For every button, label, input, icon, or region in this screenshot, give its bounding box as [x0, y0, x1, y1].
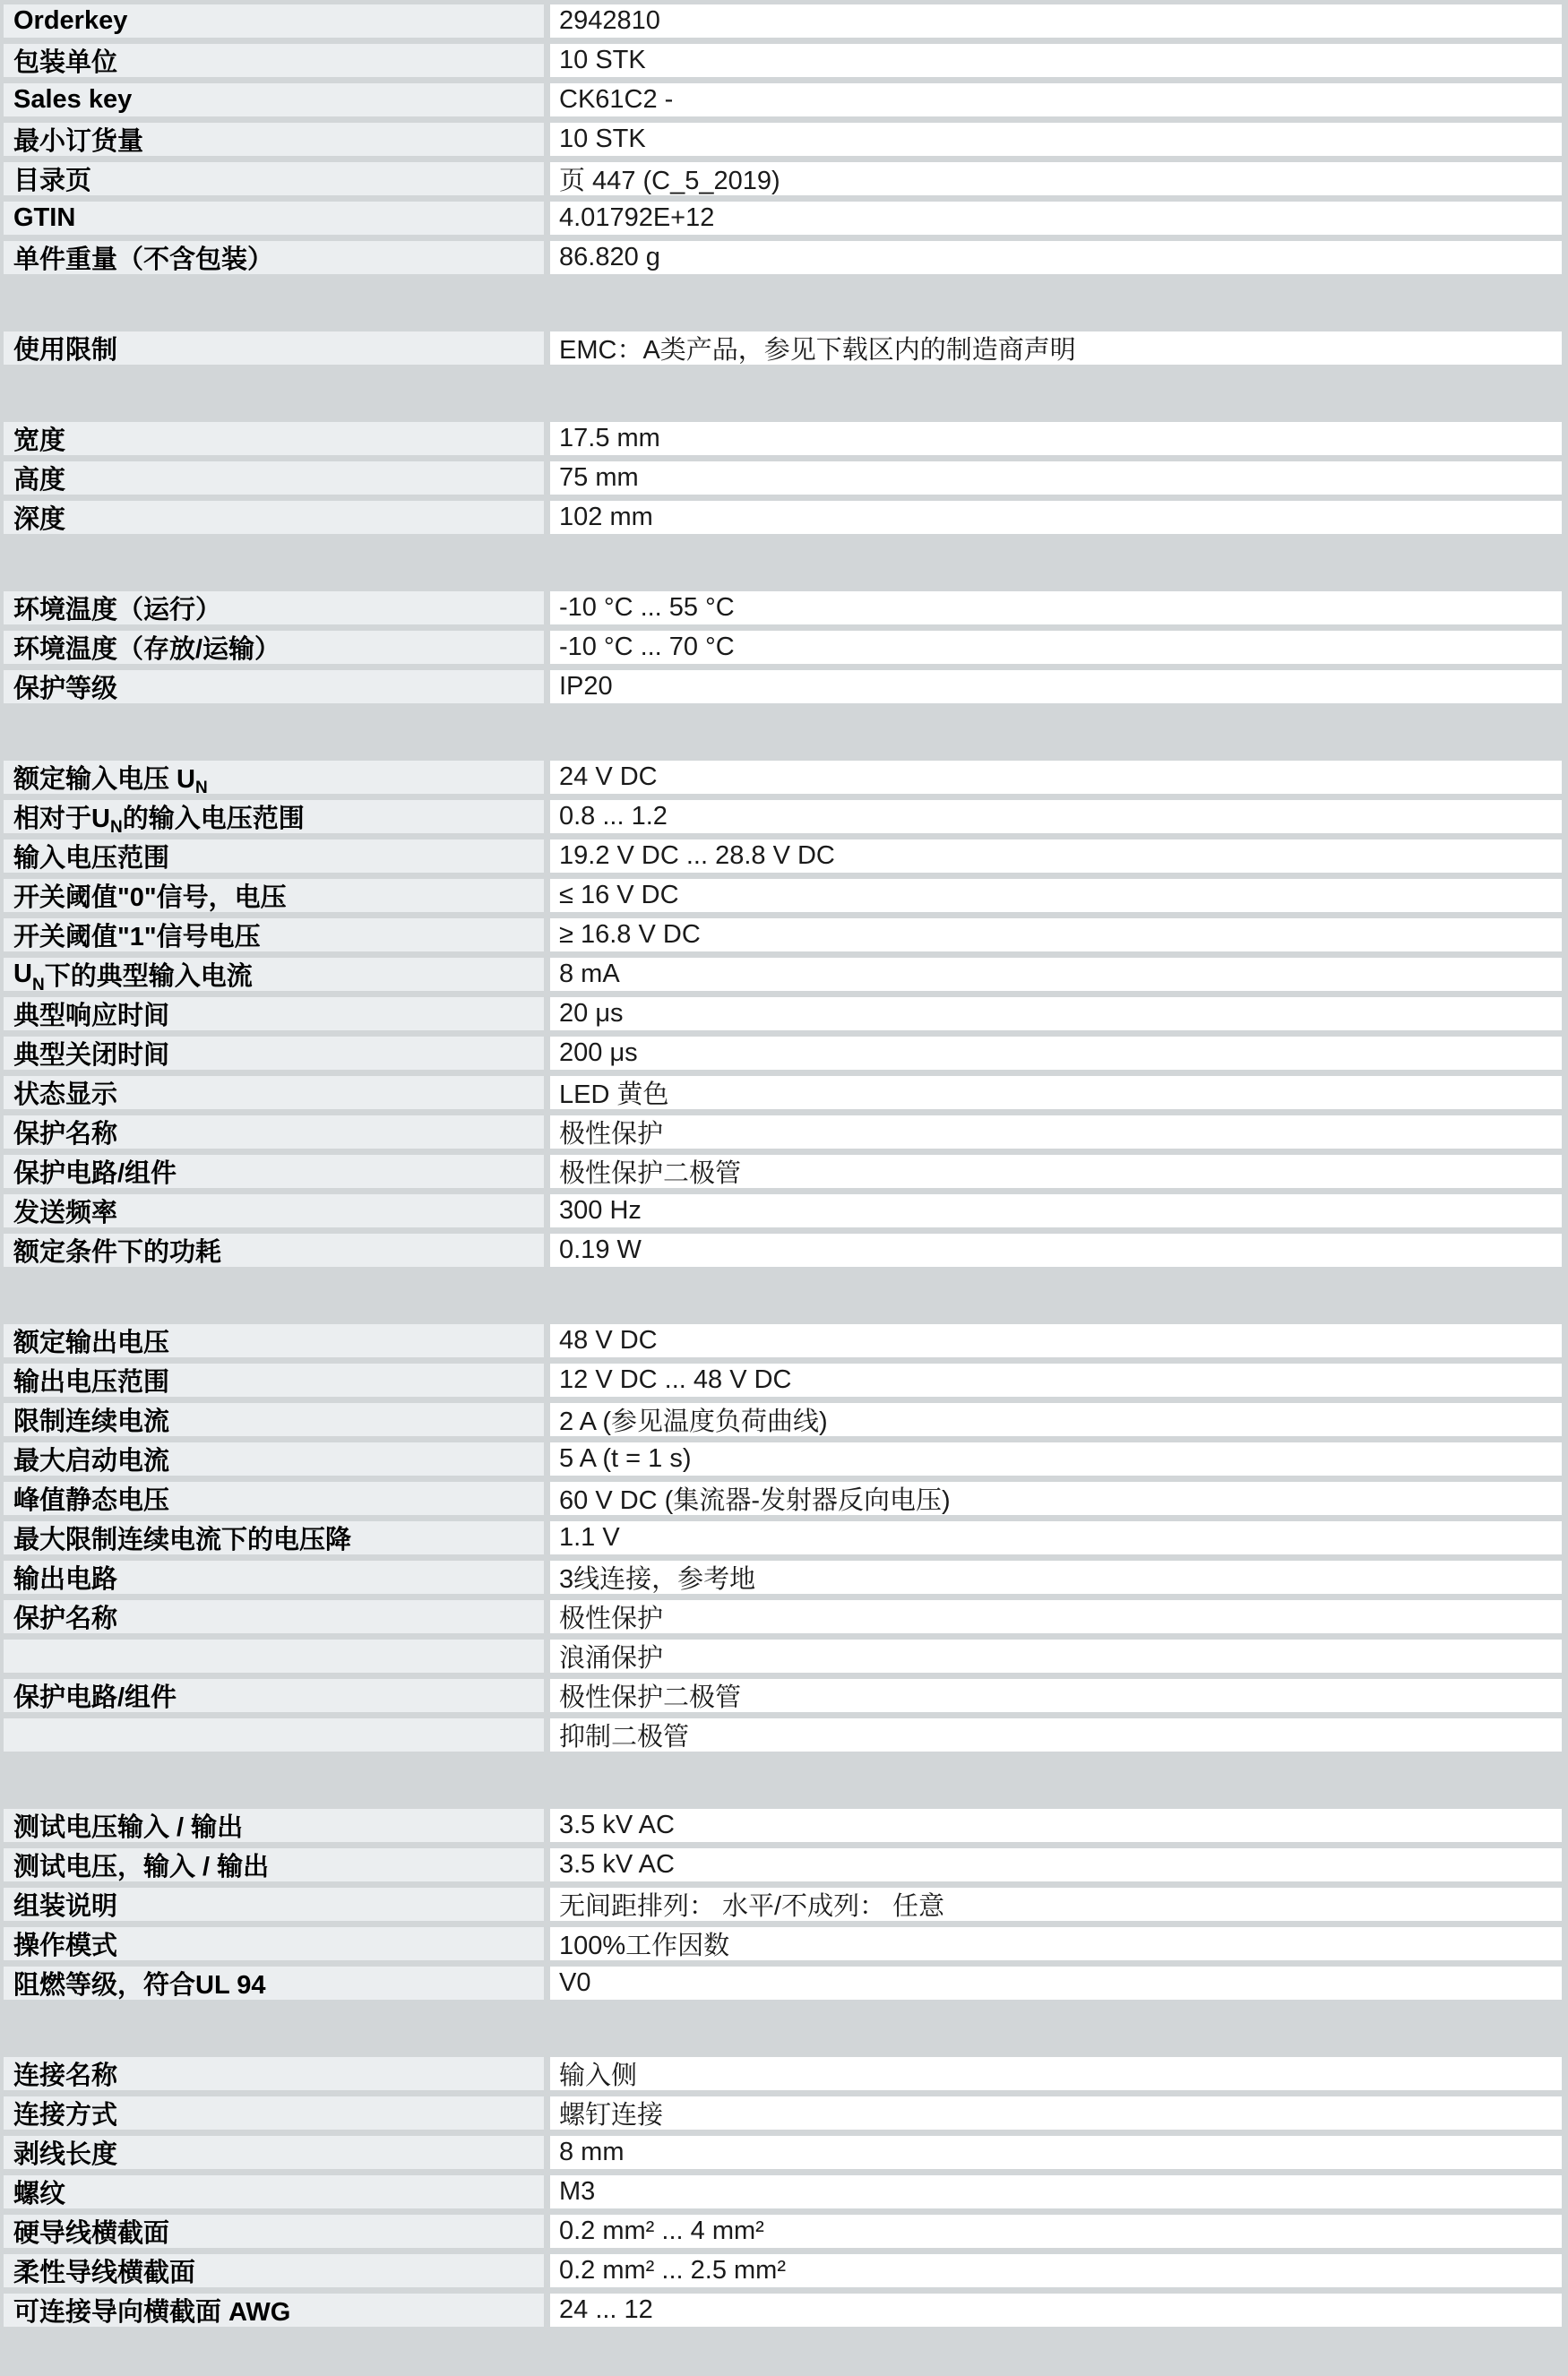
- spec-label: [4, 44, 544, 77]
- spec-label-text: Sales key: [13, 85, 133, 114]
- spec-label-text: 开关阈值"1"信号电压: [13, 923, 261, 951]
- spec-label-text: 螺纹: [13, 2180, 66, 2208]
- spec-value: [550, 422, 1562, 455]
- spec-value: [550, 591, 1562, 624]
- spec-value: [550, 1324, 1562, 1357]
- spec-row: [4, 202, 1568, 235]
- spec-label: [4, 241, 544, 274]
- spec-label: [4, 331, 544, 365]
- spec-label: [4, 2175, 544, 2208]
- spec-row: [4, 1640, 1568, 1673]
- spec-value: [550, 4, 1562, 38]
- spec-label: [4, 4, 544, 38]
- spec-value: [550, 202, 1562, 235]
- spec-value: [550, 1234, 1562, 1267]
- spec-value-text: 48 V DC: [559, 1326, 658, 1355]
- spec-label: [4, 1600, 544, 1633]
- spec-value-text: ≥ 16.8 V DC: [559, 920, 701, 949]
- spec-value: [550, 241, 1562, 274]
- spec-label-text: 测试电压，输入 / 输出: [13, 1853, 270, 1881]
- spec-section-usage-restriction: [4, 331, 1568, 365]
- spec-label-text: GTIN: [13, 203, 76, 232]
- spec-value-text: 0.19 W: [559, 1235, 642, 1264]
- spec-value-text: 200 μs: [559, 1038, 638, 1067]
- spec-section-connection: [4, 2057, 1568, 2327]
- spec-value-text: 24 V DC: [559, 762, 658, 791]
- spec-label-text: 峰值静态电压: [13, 1486, 170, 1515]
- spec-row: [4, 1155, 1568, 1188]
- spec-label-text: 包装单位: [13, 48, 118, 77]
- spec-value-text: EMC：A类产品，参见下载区内的制造商声明: [559, 336, 1076, 365]
- spec-label: [4, 800, 544, 833]
- spec-label-subscript: N: [31, 976, 45, 991]
- spec-label: [4, 162, 544, 195]
- spec-label: [4, 958, 544, 991]
- spec-value: [550, 1888, 1562, 1921]
- spec-label-text: 最大限制连续电流下的电压降: [13, 1526, 352, 1554]
- spec-value: [550, 1403, 1562, 1436]
- spec-label: [4, 1561, 544, 1594]
- spec-value-text: 3.5 kV AC: [559, 1811, 675, 1839]
- spec-label-text: 测试电压输入 / 输出: [13, 1813, 244, 1842]
- spec-row: [4, 918, 1568, 951]
- spec-value-text: 8 mA: [559, 960, 620, 988]
- spec-value-text: 输入侧: [559, 2062, 638, 2090]
- spec-label-text: 发送频率: [13, 1199, 118, 1227]
- spec-section-output: [4, 1324, 1568, 1752]
- spec-row: [4, 1521, 1568, 1554]
- spec-section-general: [4, 4, 1568, 274]
- spec-value-text: LED 黄色: [559, 1080, 669, 1109]
- spec-value-text: 5 A (t = 1 s): [559, 1444, 692, 1473]
- spec-value-text: 3线连接，参考地: [559, 1565, 756, 1594]
- spec-label: [4, 997, 544, 1030]
- spec-label: [4, 1115, 544, 1149]
- spec-row: [4, 670, 1568, 703]
- spec-value: [550, 879, 1562, 912]
- spec-label-text: 输入电压范围: [13, 844, 170, 873]
- spec-label: [4, 2057, 544, 2090]
- spec-label-text: 典型响应时间: [13, 1002, 170, 1030]
- spec-value-text: 0.8 ... 1.2: [559, 802, 668, 831]
- spec-label: [4, 1888, 544, 1921]
- spec-table: [4, 4, 1568, 2327]
- spec-value: [550, 1076, 1562, 1109]
- spec-value-text: 2942810: [559, 6, 660, 35]
- spec-value: [550, 1482, 1562, 1515]
- spec-label: [4, 1848, 544, 1881]
- spec-label-text: 额定输入电压 U: [13, 765, 196, 794]
- spec-label-text: 保护电路/组件: [13, 1159, 177, 1188]
- spec-row: [4, 1364, 1568, 1397]
- spec-row: [4, 1809, 1568, 1842]
- spec-label-text: 操作模式: [13, 1932, 118, 1960]
- spec-label: [4, 670, 544, 703]
- spec-value: [550, 918, 1562, 951]
- spec-section-general-data: [4, 1809, 1568, 2000]
- spec-label: [4, 2294, 544, 2327]
- spec-label: [4, 1194, 544, 1227]
- spec-label-text: 可连接导向横截面 AWG: [13, 2298, 291, 2327]
- spec-row: [4, 241, 1568, 274]
- spec-label-text: 环境温度（存放/运输）: [13, 635, 281, 664]
- spec-label: [4, 1521, 544, 1554]
- spec-value-text: 4.01792E+12: [559, 203, 715, 232]
- spec-value-text: 10 STK: [559, 125, 646, 153]
- spec-label: [4, 501, 544, 534]
- spec-label-subscript: N: [109, 818, 123, 833]
- spec-value: [550, 839, 1562, 873]
- spec-label: [4, 2096, 544, 2130]
- spec-value: [550, 1037, 1562, 1070]
- spec-value-text: 0.2 mm² ... 2.5 mm²: [559, 2256, 786, 2285]
- spec-label: [4, 591, 544, 624]
- spec-label-text: 阻燃等级，符合UL 94: [13, 1971, 266, 2000]
- spec-value: [550, 2215, 1562, 2248]
- spec-label: [4, 202, 544, 235]
- spec-value-text: M3: [559, 2177, 596, 2206]
- spec-value-text: 浪涌保护: [559, 1644, 664, 1673]
- spec-value-text: 极性保护: [559, 1120, 664, 1149]
- spec-label-text: 组装说明: [13, 1892, 118, 1921]
- spec-value-text: 无间距排列： 水平/不成列： 任意: [559, 1892, 945, 1921]
- spec-label: [4, 422, 544, 455]
- spec-label-text: 硬导线横截面: [13, 2219, 170, 2248]
- spec-value: [550, 1927, 1562, 1960]
- spec-value-text: -10 °C ... 70 °C: [559, 633, 735, 661]
- spec-row: [4, 879, 1568, 912]
- spec-value-text: 102 mm: [559, 503, 653, 531]
- spec-row: [4, 162, 1568, 195]
- spec-row: [4, 631, 1568, 664]
- spec-label: [4, 1482, 544, 1515]
- spec-label-text: 状态显示: [13, 1080, 118, 1109]
- spec-row: [4, 1718, 1568, 1752]
- spec-value: [550, 1848, 1562, 1881]
- spec-value: [550, 1364, 1562, 1397]
- spec-row: [4, 2294, 1568, 2327]
- spec-row: [4, 422, 1568, 455]
- spec-value: [550, 2136, 1562, 2169]
- spec-label-text: 输出电压范围: [13, 1368, 170, 1397]
- spec-value-text: 100%工作因数: [559, 1932, 730, 1960]
- spec-label-text: 保护电路/组件: [13, 1683, 177, 1712]
- spec-value: [550, 1718, 1562, 1752]
- spec-label-subscript: N: [195, 779, 208, 794]
- spec-label: [4, 631, 544, 664]
- spec-label-text: 高度: [13, 466, 66, 495]
- spec-row: [4, 1194, 1568, 1227]
- spec-value: [550, 461, 1562, 495]
- spec-value-text: CK61C2 -: [559, 85, 674, 114]
- spec-row: [4, 2215, 1568, 2248]
- spec-row: [4, 1888, 1568, 1921]
- spec-label: [4, 839, 544, 873]
- spec-value: [550, 162, 1562, 195]
- spec-value: [550, 958, 1562, 991]
- spec-row: [4, 123, 1568, 156]
- spec-value: [550, 123, 1562, 156]
- spec-label: [4, 1324, 544, 1357]
- spec-label-text: 典型关闭时间: [13, 1041, 170, 1070]
- spec-label-text: 额定输出电压: [13, 1329, 170, 1357]
- spec-label-text: 最小订货量: [13, 127, 144, 156]
- spec-label-text: 单件重量（不含包装）: [13, 245, 274, 274]
- spec-label-text: Orderkey: [13, 6, 128, 35]
- spec-label-text: 最大启动电流: [13, 1447, 170, 1476]
- spec-label-text: 宽度: [13, 426, 66, 455]
- spec-row: [4, 958, 1568, 991]
- spec-value: [550, 2294, 1562, 2327]
- spec-label: [4, 761, 544, 794]
- spec-value-text: 3.5 kV AC: [559, 1850, 675, 1879]
- spec-row: [4, 1679, 1568, 1712]
- spec-row: [4, 997, 1568, 1030]
- spec-value: [550, 631, 1562, 664]
- spec-value-text: 0.2 mm² ... 4 mm²: [559, 2217, 764, 2245]
- spec-label-text: 相对于U: [13, 805, 110, 833]
- spec-label-text: 连接名称: [13, 2062, 118, 2090]
- spec-row: [4, 1037, 1568, 1070]
- spec-value: [550, 1194, 1562, 1227]
- spec-value: [550, 2175, 1562, 2208]
- spec-value-text: 60 V DC (集流器-发射器反向电压): [559, 1486, 951, 1515]
- spec-value: [550, 1521, 1562, 1554]
- spec-label-text: 环境温度（运行）: [13, 596, 222, 624]
- spec-label: [4, 1076, 544, 1109]
- spec-value: [550, 1442, 1562, 1476]
- spec-row: [4, 2096, 1568, 2130]
- spec-label-text: 下的典型输入电流: [44, 962, 253, 991]
- spec-row: [4, 1076, 1568, 1109]
- spec-value: [550, 331, 1562, 365]
- spec-label: [4, 1809, 544, 1842]
- spec-section-dimensions: [4, 422, 1568, 534]
- spec-label-text: 保护等级: [13, 675, 118, 703]
- spec-label: [4, 1718, 544, 1752]
- spec-value-text: 螺钉连接: [559, 2101, 664, 2130]
- spec-row: [4, 800, 1568, 833]
- spec-label: [4, 1234, 544, 1267]
- spec-value: [550, 1967, 1562, 2000]
- spec-row: [4, 1324, 1568, 1357]
- spec-value-text: 10 STK: [559, 46, 646, 74]
- spec-label: [4, 2215, 544, 2248]
- spec-row: [4, 1442, 1568, 1476]
- spec-label: [4, 2254, 544, 2287]
- spec-value: [550, 670, 1562, 703]
- spec-value: [550, 2057, 1562, 2090]
- spec-value: [550, 83, 1562, 116]
- spec-row: [4, 4, 1568, 38]
- spec-label-text: 额定条件下的功耗: [13, 1238, 222, 1267]
- spec-value: [550, 800, 1562, 833]
- spec-value: [550, 501, 1562, 534]
- spec-value-text: 17.5 mm: [559, 424, 660, 452]
- spec-value-text: 12 V DC ... 48 V DC: [559, 1365, 792, 1394]
- spec-label-text: 深度: [13, 505, 66, 534]
- spec-row: [4, 2254, 1568, 2287]
- spec-label-text: 柔性导线横截面: [13, 2259, 196, 2287]
- spec-value: [550, 1115, 1562, 1149]
- spec-row: [4, 2175, 1568, 2208]
- spec-value: [550, 2096, 1562, 2130]
- spec-value-text: ≤ 16 V DC: [559, 881, 679, 909]
- spec-value-text: -10 °C ... 55 °C: [559, 593, 735, 622]
- spec-row: [4, 44, 1568, 77]
- spec-label: [4, 1037, 544, 1070]
- spec-section-ambient: [4, 591, 1568, 703]
- spec-row: [4, 1967, 1568, 2000]
- spec-label-text: 保护名称: [13, 1120, 118, 1149]
- spec-label-text: 使用限制: [13, 336, 118, 365]
- spec-value-text: 75 mm: [559, 463, 639, 492]
- spec-section-input: [4, 761, 1568, 1267]
- spec-value-text: 19.2 V DC ... 28.8 V DC: [559, 841, 835, 870]
- spec-label: [4, 83, 544, 116]
- spec-label-text: 输出电路: [13, 1565, 118, 1594]
- spec-label: [4, 1403, 544, 1436]
- spec-label: [4, 1155, 544, 1188]
- spec-value: [550, 2254, 1562, 2287]
- spec-value-text: IP20: [559, 672, 613, 701]
- spec-row: [4, 1927, 1568, 1960]
- spec-label: [4, 918, 544, 951]
- spec-value: [550, 1561, 1562, 1594]
- spec-value: [550, 1679, 1562, 1712]
- spec-row: [4, 1482, 1568, 1515]
- spec-value-text: 2 A (参见温度负荷曲线): [559, 1408, 828, 1436]
- spec-row: [4, 2057, 1568, 2090]
- spec-label-text: 连接方式: [13, 2101, 118, 2130]
- spec-value-text: 300 Hz: [559, 1196, 642, 1225]
- spec-row: [4, 501, 1568, 534]
- spec-row: [4, 1115, 1568, 1149]
- spec-label: [4, 1640, 544, 1673]
- spec-value-text: V0: [559, 1968, 591, 1997]
- spec-label: [4, 2136, 544, 2169]
- spec-value: [550, 1809, 1562, 1842]
- spec-value-text: 页 447 (C_5_2019): [559, 167, 780, 195]
- spec-value: [550, 761, 1562, 794]
- spec-row: [4, 1600, 1568, 1633]
- spec-value: [550, 1155, 1562, 1188]
- spec-label-text: 限制连续电流: [13, 1408, 170, 1436]
- spec-label: [4, 123, 544, 156]
- spec-row: [4, 2136, 1568, 2169]
- spec-label-text: 开关阈值"0"信号，电压: [13, 883, 287, 912]
- spec-value-text: 20 μs: [559, 999, 624, 1028]
- spec-label: [4, 1364, 544, 1397]
- spec-value-text: 极性保护二极管: [559, 1159, 742, 1188]
- spec-row: [4, 1403, 1568, 1436]
- spec-row: [4, 331, 1568, 365]
- spec-value: [550, 997, 1562, 1030]
- spec-value: [550, 1600, 1562, 1633]
- spec-value-text: 抑制二极管: [559, 1723, 690, 1752]
- spec-value: [550, 1640, 1562, 1673]
- spec-label-text: U: [13, 960, 32, 988]
- spec-label: [4, 879, 544, 912]
- spec-row: [4, 761, 1568, 794]
- spec-label-text: 剥线长度: [13, 2140, 118, 2169]
- spec-value-text: 8 mm: [559, 2138, 625, 2166]
- spec-value-text: 86.820 g: [559, 243, 660, 271]
- spec-value-text: 24 ... 12: [559, 2295, 653, 2324]
- spec-label-text: 目录页: [13, 167, 92, 195]
- spec-row: [4, 1848, 1568, 1881]
- spec-row: [4, 1234, 1568, 1267]
- spec-row: [4, 461, 1568, 495]
- spec-value-text: 极性保护: [559, 1605, 664, 1633]
- spec-label: [4, 1679, 544, 1712]
- spec-label: [4, 461, 544, 495]
- spec-row: [4, 1561, 1568, 1594]
- spec-label-text: 的输入电压范围: [122, 805, 305, 833]
- spec-label: [4, 1442, 544, 1476]
- spec-row: [4, 839, 1568, 873]
- spec-label-text: 保护名称: [13, 1605, 118, 1633]
- spec-label: [4, 1927, 544, 1960]
- spec-row: [4, 591, 1568, 624]
- spec-value-text: 1.1 V: [559, 1523, 620, 1552]
- spec-label: [4, 1967, 544, 2000]
- spec-row: [4, 83, 1568, 116]
- spec-value: [550, 44, 1562, 77]
- spec-value-text: 极性保护二极管: [559, 1683, 742, 1712]
